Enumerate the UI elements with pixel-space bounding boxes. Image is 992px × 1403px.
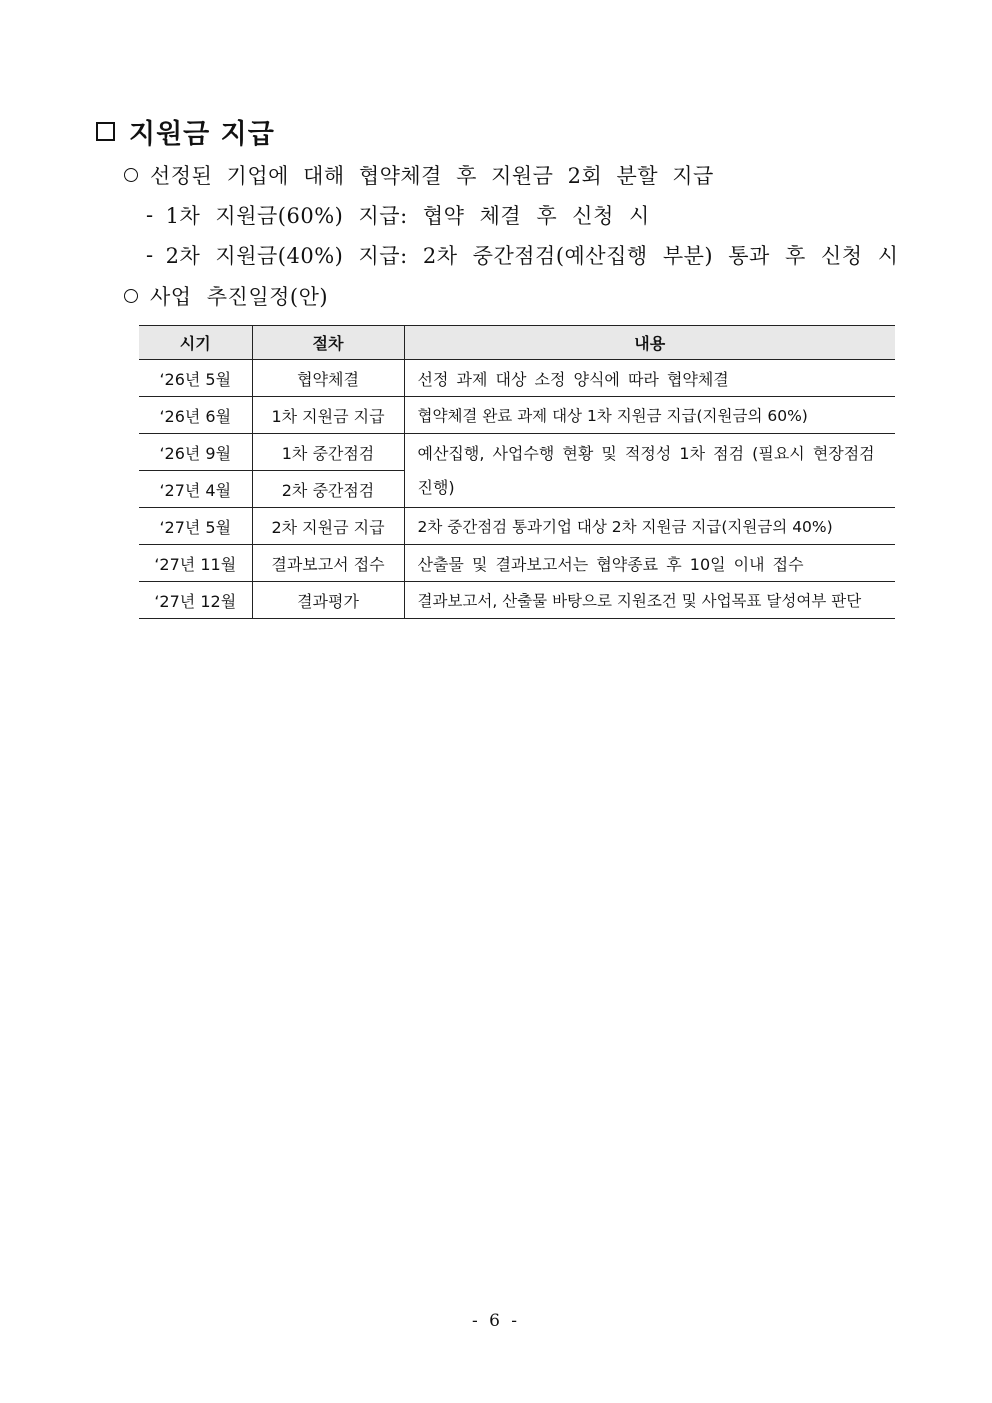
cell-content: 선정 과제 대상 소정 양식에 따라 협약체결	[404, 360, 895, 397]
schedule-table	[139, 325, 895, 619]
cell-procedure: 결과평가	[252, 582, 404, 619]
dash-bullet: -	[146, 243, 154, 267]
cell-period: ‘26년 6월	[139, 397, 252, 434]
paragraph-text: 선정된 기업에 대해 협약체결 후 지원금 2회 분할 지급	[150, 164, 714, 188]
sub-item-text: 2차 지원금(40%) 지급: 2차 중간점검(예산집행 부분) 통과 후 신청 시	[165, 244, 899, 268]
cell-procedure: 1차 중간점검	[252, 434, 404, 471]
table-row	[139, 582, 895, 619]
cell-period: ‘26년 9월	[139, 434, 252, 471]
cell-content: 산출물 및 결과보고서는 협약종료 후 10일 이내 접수	[404, 545, 895, 582]
table-row	[139, 397, 895, 434]
sub-item-text: 1차 지원금(60%) 지급: 협약 체결 후 신청 시	[165, 204, 650, 228]
table-row	[139, 545, 895, 582]
cell-period: ‘27년 11월	[139, 545, 252, 582]
table-header-row	[139, 326, 895, 360]
header-period: 시기	[139, 326, 252, 360]
circle-bullet-icon	[124, 289, 138, 303]
section-heading-text: 지원금 지급	[129, 119, 275, 150]
cell-content: 협약체결 완료 과제 대상 1차 지원금 지급(지원금의 60%)	[404, 397, 895, 434]
square-bullet-icon	[96, 122, 115, 141]
paragraph-text: 사업 추진일정(안)	[150, 285, 329, 309]
sub-item-second-payment	[146, 240, 899, 270]
table-row	[139, 360, 895, 397]
cell-period: ‘27년 5월	[139, 508, 252, 545]
dash-bullet: -	[146, 203, 154, 227]
circle-bullet-icon	[124, 168, 138, 182]
cell-content: 예산집행, 사업수행 현황 및 적정성 1차 점검 (필요시 현장점검 진행)	[404, 434, 895, 508]
header-content: 내용	[404, 326, 895, 360]
sub-item-first-payment	[146, 200, 650, 230]
cell-procedure: 협약체결	[252, 360, 404, 397]
header-procedure: 절차	[252, 326, 404, 360]
section-heading	[96, 112, 275, 151]
cell-procedure: 2차 지원금 지급	[252, 508, 404, 545]
paragraph-schedule-title	[124, 281, 328, 311]
cell-procedure: 2차 중간점검	[252, 471, 404, 508]
cell-period: ‘26년 5월	[139, 360, 252, 397]
cell-procedure: 1차 지원금 지급	[252, 397, 404, 434]
cell-period: ‘27년 12월	[139, 582, 252, 619]
table-row	[139, 508, 895, 545]
cell-content: 2차 중간점검 통과기업 대상 2차 지원금 지급(지원금의 40%)	[404, 508, 895, 545]
page-number: - 6 -	[471, 1311, 521, 1331]
paragraph-payment-overview	[124, 160, 714, 190]
cell-procedure: 결과보고서 접수	[252, 545, 404, 582]
cell-period: ‘27년 4월	[139, 471, 252, 508]
table-row	[139, 434, 895, 471]
cell-content: 결과보고서, 산출물 바탕으로 지원조건 및 사업목표 달성여부 판단	[404, 582, 895, 619]
